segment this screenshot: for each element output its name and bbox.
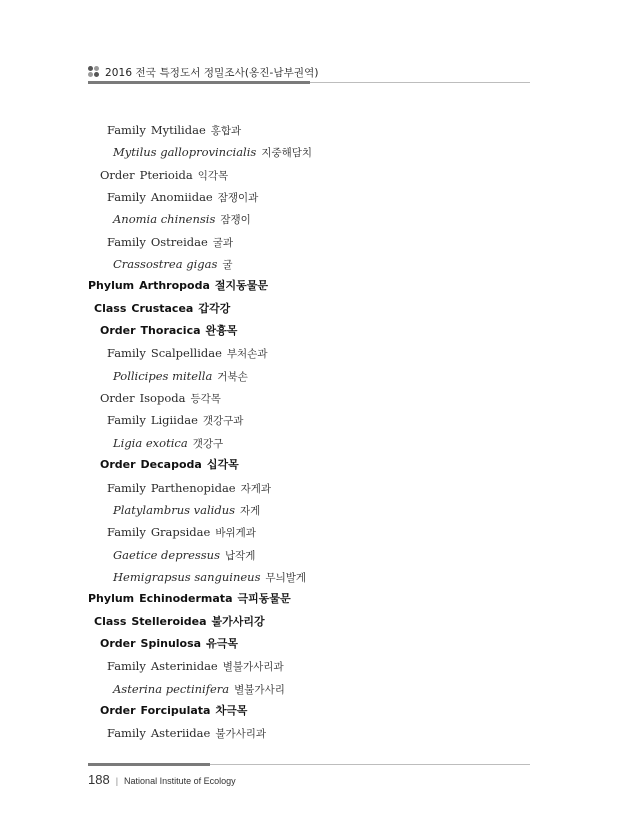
korean-name: 유극목 (206, 636, 238, 650)
scientific-name: Asterina pectinifera (113, 681, 230, 696)
taxon-rank: Phylum (88, 592, 135, 606)
scientific-name: Anomiidae (150, 190, 213, 205)
taxon-rank: Class (94, 614, 127, 628)
taxon-row-family (88, 342, 528, 364)
korean-name: 자게 (240, 504, 261, 517)
taxon-row-species (88, 432, 528, 454)
korean-name: 잠쟁이과 (217, 192, 259, 205)
taxonomy-list (88, 119, 528, 745)
korean-name: 홍합과 (210, 125, 242, 137)
korean-name: 갑각강 (198, 301, 231, 315)
scientific-name: Hemigrapsus sanguineus (113, 569, 261, 584)
scientific-name: Crustacea (131, 301, 194, 315)
korean-name: 굴과 (212, 236, 234, 249)
scientific-name: Grapsidae (150, 525, 211, 540)
taxon-row-class (88, 298, 528, 320)
korean-name: 불가사리과 (215, 728, 267, 741)
header-dots-icon (88, 66, 100, 78)
korean-name: 등각목 (190, 393, 221, 406)
scientific-name: Mytilus galloprovincialis (113, 145, 257, 160)
scientific-name: Thoracica (140, 324, 201, 338)
taxon-row-species (88, 566, 528, 588)
taxon-row-family (88, 655, 528, 677)
korean-name: 별불가사리 (234, 683, 285, 696)
scientific-name: Asterinidae (150, 659, 218, 674)
scientific-name: Anomia chinensis (113, 212, 216, 227)
taxon-rank: Family (107, 190, 146, 205)
taxon-row-species (88, 544, 528, 566)
taxon-rank: Family (107, 480, 146, 495)
korean-name: 십각목 (206, 458, 239, 472)
taxon-row-family (88, 409, 528, 431)
korean-name: 완흉목 (205, 324, 238, 338)
taxon-rank: Class (94, 301, 127, 315)
taxon-rank: Order (100, 167, 135, 182)
korean-name: 별불가사리과 (222, 661, 284, 674)
korean-name: 바위게과 (215, 527, 256, 540)
footer-rule-accent (88, 763, 210, 766)
scientific-name: Asteriidae (150, 726, 211, 741)
scientific-name: Parthenopidae (150, 480, 236, 495)
scientific-name: Spinulosa (140, 636, 202, 650)
header-rule-accent (88, 81, 310, 84)
taxon-rank: Family (107, 525, 146, 540)
scientific-name: Platylambrus validus (113, 502, 236, 517)
korean-name: 납작게 (225, 549, 256, 562)
scientific-name: Forcipulata (140, 703, 211, 717)
running-header (88, 63, 319, 81)
taxon-rank: Order (100, 458, 136, 472)
taxon-row-family (88, 231, 528, 253)
taxon-row-family (88, 722, 528, 744)
taxon-rank: Order (100, 636, 136, 650)
taxon-row-order (88, 320, 528, 342)
scientific-name: Pterioida (139, 167, 193, 182)
taxon-row-family (88, 477, 528, 499)
taxon-row-species (88, 499, 528, 521)
taxon-rank: Family (107, 234, 146, 249)
scientific-name: Echinodermata (139, 592, 233, 606)
korean-name: 부처손과 (226, 348, 268, 361)
korean-name: 자게과 (240, 482, 272, 495)
taxon-rank: Order (100, 391, 135, 406)
korean-name: 차극목 (215, 703, 248, 717)
korean-name: 불가사리강 (211, 614, 265, 628)
taxon-row-species (88, 678, 528, 700)
scientific-name: Decapoda (140, 458, 202, 472)
footer-institute: National Institute of Ecology (124, 776, 236, 786)
taxon-row-family (88, 186, 528, 208)
korean-name: 거북손 (217, 370, 248, 383)
taxon-rank: Phylum (88, 279, 135, 293)
taxon-rank: Family (107, 413, 146, 428)
taxon-row-phylum (88, 588, 528, 610)
header-title: 2016 전국 특정도서 정밀조사(옹진-남부권역) (105, 66, 319, 79)
scientific-name: Ostreidae (150, 234, 208, 249)
taxon-rank: Order (100, 703, 136, 717)
scientific-name: Crassostrea gigas (113, 257, 218, 272)
taxon-row-class (88, 611, 528, 633)
korean-name: 지중해담치 (261, 147, 313, 160)
taxon-row-order (88, 700, 528, 722)
scientific-name: Scalpellidae (150, 346, 222, 361)
scientific-name: Ligiidae (150, 413, 198, 428)
taxon-row-species (88, 365, 528, 387)
taxon-row-species (88, 141, 528, 163)
scientific-name: Arthropoda (139, 279, 210, 293)
korean-name: 굴 (222, 259, 233, 272)
taxon-row-species (88, 208, 528, 230)
korean-name: 갯강구과 (202, 415, 244, 428)
scientific-name: Gaetice depressus (113, 547, 220, 562)
scientific-name: Stelleroidea (131, 614, 207, 628)
taxon-rank: Order (100, 324, 136, 338)
taxon-rank: Family (107, 123, 146, 137)
taxon-rank: Family (107, 346, 146, 361)
taxon-row-family (88, 521, 528, 543)
page-number: 188 (88, 772, 110, 787)
taxon-rank: Family (107, 659, 146, 674)
footer-separator: | (115, 776, 119, 786)
taxon-row-order (88, 454, 528, 476)
scientific-name: Pollicipes mitella (113, 368, 213, 383)
taxon-row-order (88, 387, 528, 409)
page-footer (88, 772, 236, 787)
scientific-name: Ligia exotica (113, 435, 188, 450)
korean-name: 잠쟁이 (220, 214, 251, 227)
korean-name: 갯강구 (192, 437, 224, 450)
taxon-row-family (88, 119, 528, 141)
taxon-row-order (88, 164, 528, 186)
korean-name: 절지동물문 (214, 279, 269, 293)
taxon-row-species (88, 253, 528, 275)
scientific-name: Mytilidae (150, 123, 206, 137)
korean-name: 극피동물문 (237, 592, 291, 606)
taxon-row-phylum (88, 275, 528, 297)
taxon-row-order (88, 633, 528, 655)
taxon-rank: Family (107, 726, 146, 741)
korean-name: 무늬발게 (265, 571, 307, 584)
scientific-name: Isopoda (139, 391, 186, 406)
korean-name: 익각목 (197, 169, 229, 182)
